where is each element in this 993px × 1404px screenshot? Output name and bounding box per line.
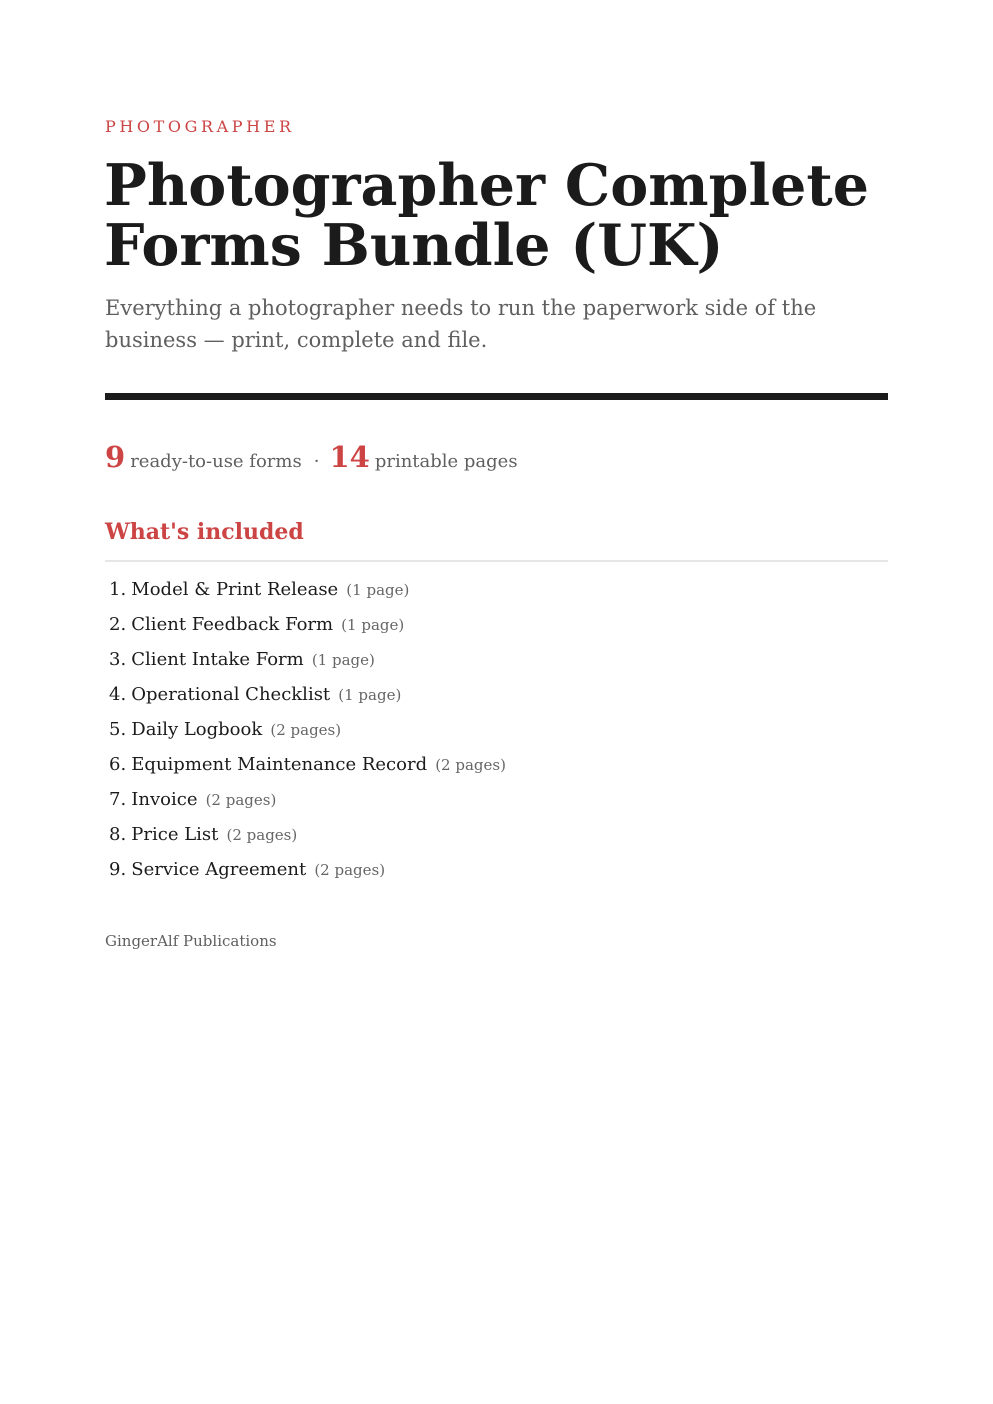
item-number: 7.	[109, 789, 127, 810]
form-page-count: (1 page)	[311, 651, 375, 669]
page-subtitle: Everything a photographer needs to run the paperwork side of the business — print, complete and file.	[105, 296, 817, 352]
included-heading: What's included	[105, 519, 304, 545]
item-number: 4.	[109, 684, 127, 705]
forms-count-label: ready-to-use forms	[130, 451, 302, 472]
page-title: Photographer Complete Forms Bundle (UK)	[104, 152, 869, 279]
list-item	[109, 820, 506, 855]
item-number: 3.	[109, 649, 127, 670]
category-eyebrow: PHOTOGRAPHER	[105, 117, 295, 136]
pages-count: 14	[329, 440, 370, 474]
item-number: 2.	[109, 614, 127, 635]
stats-separator: ·	[313, 451, 320, 472]
form-name: Service Agreement	[131, 859, 307, 880]
form-name: Model & Print Release	[131, 579, 339, 600]
forms-count: 9	[105, 440, 126, 474]
pages-count-label: printable pages	[374, 451, 518, 472]
item-number: 6.	[109, 754, 127, 775]
section-divider	[105, 560, 888, 562]
list-item	[109, 645, 506, 680]
form-name: Invoice	[131, 789, 198, 810]
item-number: 8.	[109, 824, 127, 845]
form-page-count: (1 page)	[338, 686, 402, 704]
form-page-count: (2 pages)	[314, 861, 386, 879]
publisher-name: GingerAlf Publications	[105, 932, 277, 950]
form-page-count: (2 pages)	[205, 791, 277, 809]
form-page-count: (2 pages)	[270, 721, 342, 739]
form-page-count: (1 page)	[346, 581, 410, 599]
form-page-count: (1 page)	[341, 616, 405, 634]
list-item	[109, 750, 506, 785]
forms-list	[109, 575, 506, 890]
form-name: Operational Checklist	[131, 684, 331, 705]
form-name: Daily Logbook	[131, 719, 263, 740]
list-item	[109, 575, 506, 610]
list-item	[109, 855, 506, 890]
title-divider	[105, 393, 888, 400]
form-name: Price List	[131, 824, 219, 845]
form-name: Equipment Maintenance Record	[131, 754, 428, 775]
list-item	[109, 785, 506, 820]
list-item	[109, 680, 506, 715]
list-item	[109, 610, 506, 645]
bundle-stats	[105, 440, 518, 474]
item-number: 5.	[109, 719, 127, 740]
form-page-count: (2 pages)	[435, 756, 506, 774]
form-page-count: (2 pages)	[226, 826, 298, 844]
form-name: Client Feedback Form	[131, 614, 334, 635]
item-number: 9.	[109, 859, 127, 880]
form-name: Client Intake Form	[131, 649, 304, 670]
list-item	[109, 715, 506, 750]
item-number: 1.	[109, 579, 127, 600]
